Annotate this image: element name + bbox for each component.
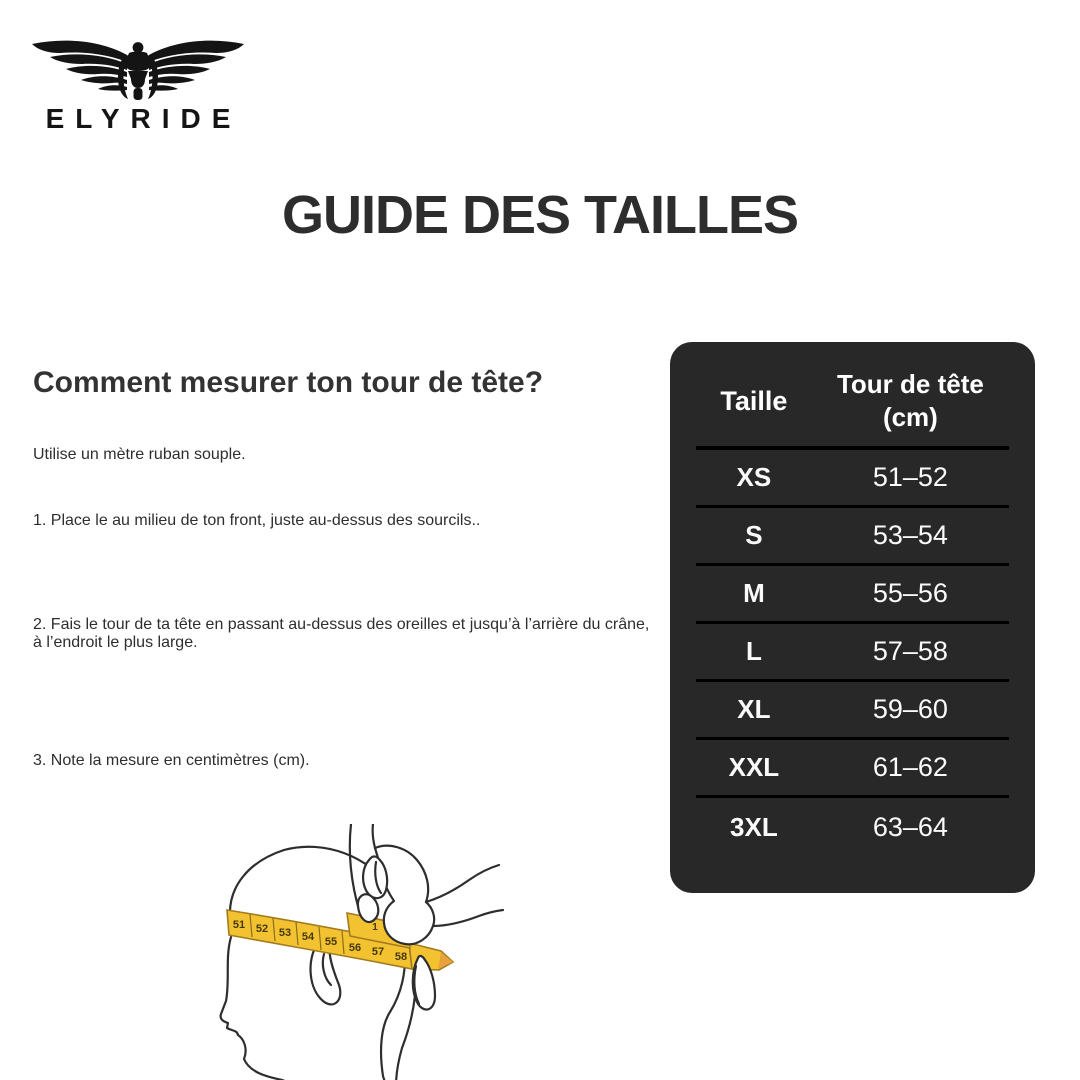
- howto-intro: Utilise un mètre ruban souple.: [33, 446, 246, 463]
- size-table: [670, 342, 1035, 893]
- head-tape-illustration-icon: [183, 824, 505, 1080]
- winged-rider-logo-icon: [30, 38, 246, 100]
- table-row: XS 51–52: [696, 450, 1009, 508]
- table-row: L 57–58: [696, 624, 1009, 682]
- howto-heading: Comment mesurer ton tour de tête?: [33, 366, 544, 399]
- table-row: XXL 61–62: [696, 740, 1009, 798]
- howto-step-1: 1. Place le au milieu de ton front, juste au-dessus des sourcils..: [33, 512, 481, 529]
- svg-text:57: 57: [371, 946, 385, 958]
- table-row: XL 59–60: [696, 682, 1009, 740]
- page-title: GUIDE DES TAILLES: [281, 185, 799, 245]
- svg-text:51: 51: [232, 919, 246, 931]
- table-row: 3XL 63–64: [730, 811, 948, 842]
- table-row: M 55–56: [696, 566, 1009, 624]
- table-row: S 53–54: [696, 508, 1009, 566]
- svg-text:55: 55: [324, 936, 338, 948]
- svg-text:58: 58: [394, 951, 408, 963]
- howto-step-3: 3. Note la mesure en centimètres (cm).: [33, 752, 310, 769]
- column-header-circumference: Tour de tête (cm): [836, 369, 984, 432]
- brand-logo: [30, 38, 246, 135]
- svg-text:56: 56: [348, 942, 362, 954]
- svg-text:52: 52: [255, 923, 269, 935]
- head-measurement-illustration: [183, 824, 505, 1080]
- size-table-header: [696, 362, 1009, 450]
- column-header-size: Taille: [720, 385, 788, 416]
- svg-text:53: 53: [278, 927, 292, 939]
- howto-section: [33, 366, 651, 400]
- svg-text:54: 54: [301, 931, 315, 943]
- svg-text:1: 1: [372, 922, 378, 933]
- brand-name: ELYRIDE: [45, 103, 242, 134]
- howto-step-2: 2. Fais le tour de ta tête en passant au-dessus des oreilles et jusqu’à l’arrière du crâne, à l’endroit le plus large.: [33, 616, 650, 651]
